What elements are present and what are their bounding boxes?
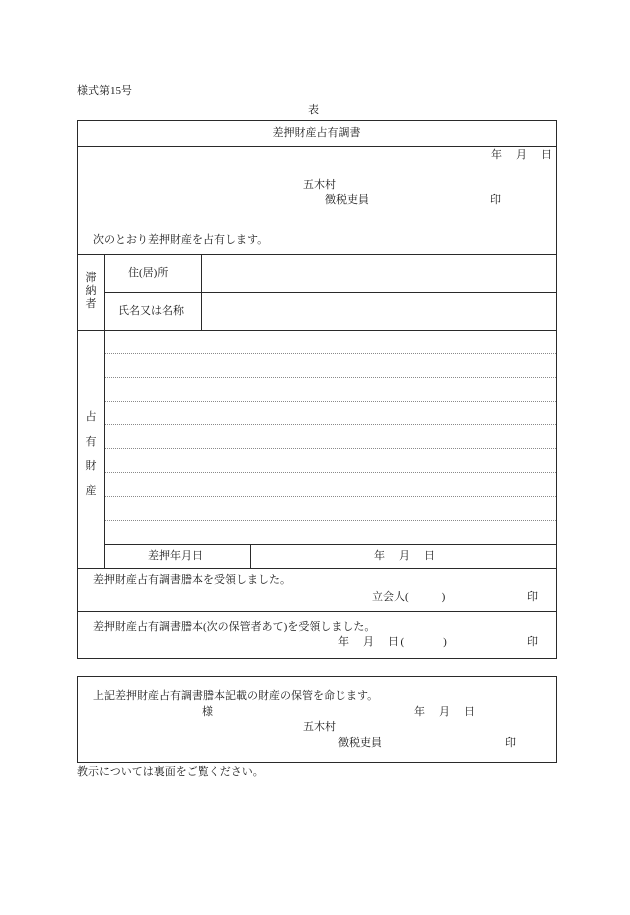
divider-receipt [77,611,556,612]
divider-seizure-date [104,544,556,545]
divider-property-bottom [77,568,556,569]
name-label: 氏名又は名称 [118,305,184,317]
issuer-seal: 印 [490,194,501,206]
name-field [202,293,555,329]
delinquent-label: 滞納者 [85,272,97,310]
issuer-village: 五木村 [303,179,336,191]
witness-field: 立会人( ) [372,591,446,603]
footer-note: 教示については裏面をご覧ください。 [77,766,264,778]
property-line [105,448,556,449]
custody-official: 徴税吏員 [338,737,382,749]
property-line [105,496,556,497]
property-line [105,520,556,521]
address-label: 住(居)所 [128,267,169,279]
issue-date: 年 月 日 [491,149,554,161]
divider-delinquent-bottom [77,330,556,331]
custody-seal: 印 [505,737,516,749]
custody-order-statement: 上記差押財産占有調書謄本記載の財産の保管を命じます。 [93,690,379,702]
possession-statement: 次のとおり差押財産を占有します。 [93,234,269,246]
custody-village: 五木村 [303,721,336,733]
custodian-receipt-statement: 差押財産占有調書謄本(次の保管者あて)を受領しました。 [93,621,376,633]
witness-seal: 印 [527,591,538,603]
divider-title [77,146,556,147]
receipt-statement: 差押財産占有調書謄本を受領しました。 [93,574,291,586]
property-line [105,401,556,402]
address-field [202,255,555,291]
property-line [105,424,556,425]
property-label: 占有財産 [85,411,97,497]
side-label: 表 [308,104,319,116]
seizure-date: 年 月 日 [374,550,437,562]
addressee-suffix: 様 [202,706,213,718]
seizure-date-label: 差押年月日 [148,550,203,562]
form-number: 様式第15号 [77,85,132,97]
custody-order-date: 年 月 日 [414,706,477,718]
divider-seizure-column [250,544,251,568]
property-line [105,353,556,354]
form-title: 差押財産占有調書 [272,127,361,139]
issuer-official: 徴税吏員 [325,194,369,206]
property-line [105,377,556,378]
property-line [105,472,556,473]
custodian-receipt-date: 年 月 日( ) [338,636,449,648]
custodian-seal: 印 [527,636,538,648]
